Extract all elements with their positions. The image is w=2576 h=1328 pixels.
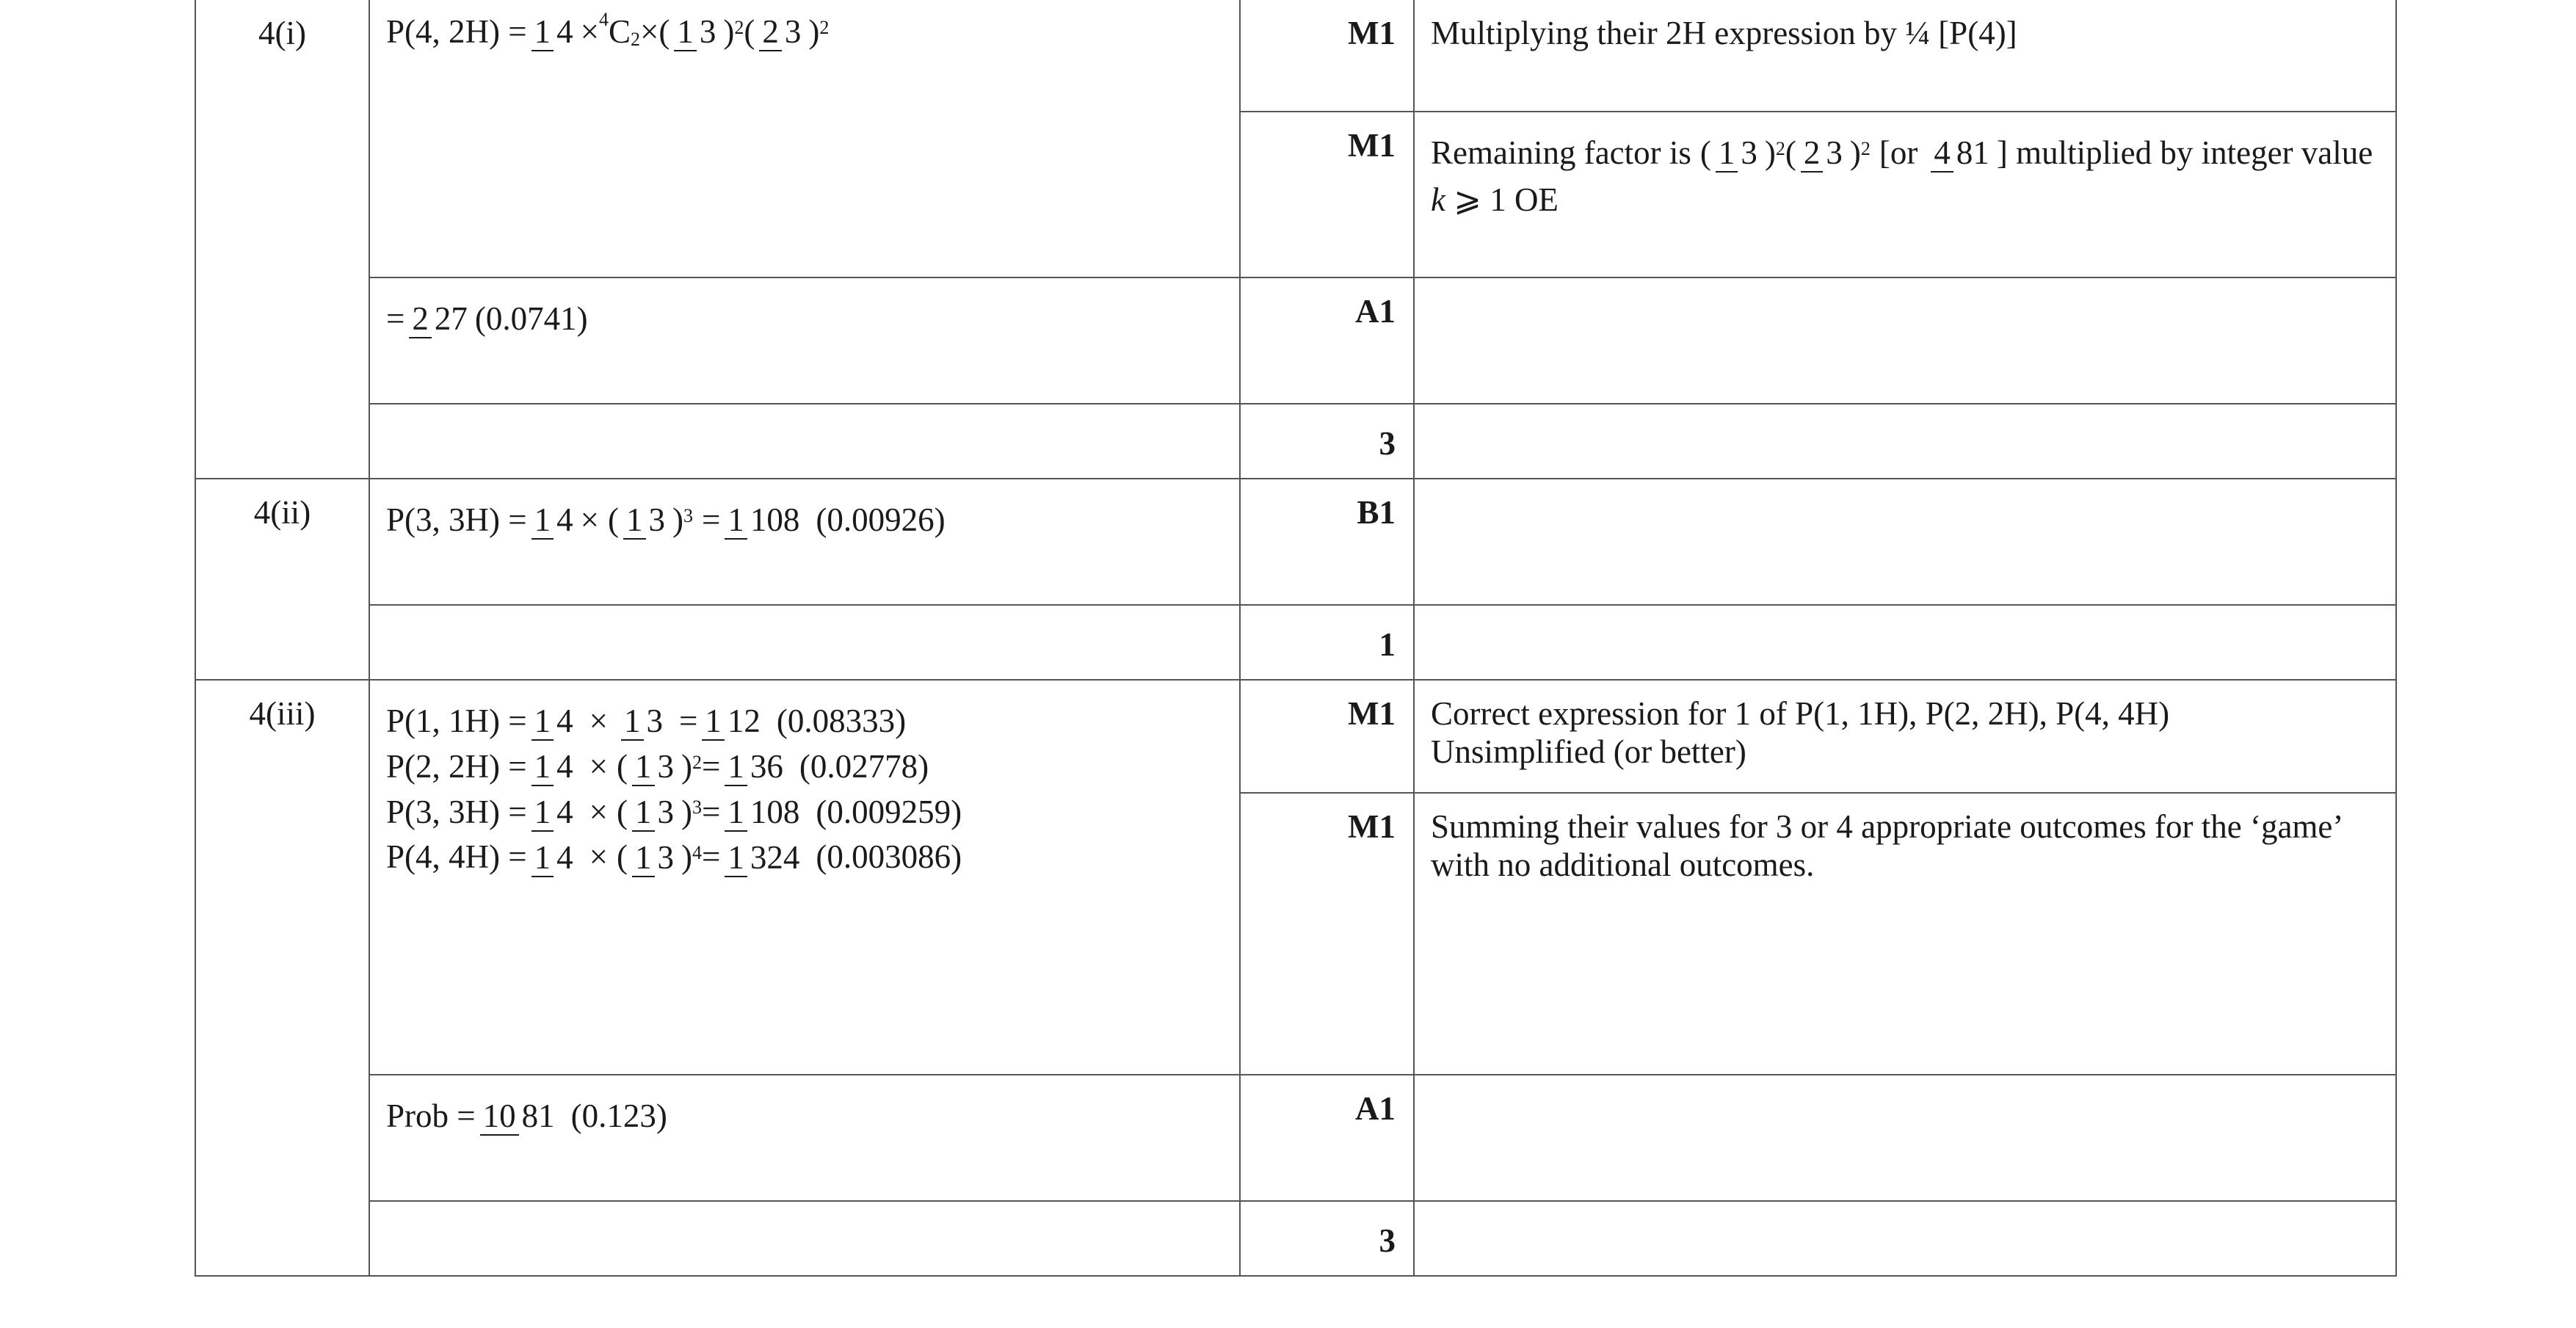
row-4iii-c: [195, 1075, 2396, 1201]
fraction: 1 3: [674, 15, 719, 49]
fraction: 1 12: [702, 704, 763, 739]
guidance: Remaining factor is ( 1 3 ) $^2$ ( 2 3 ) $^2$ [or 4 81 ] multiplied by integer value k ⩾ 1 OE: [1414, 112, 2396, 277]
answer-expression: P(4, 2H) = 1 4 × $^4C_2$ × ( 1 3 ) $^2$ ( 2 3 ) $^2$: [386, 9, 830, 51]
total-mark: 1: [1240, 605, 1414, 680]
question-label: 4(ii): [195, 479, 369, 680]
answer-line: P(3, 3H) = 1 4 × ( 1 3 ) $^3$ = 1 108 (0.009259): [386, 793, 962, 830]
answer-cell: [369, 479, 1240, 605]
answer-cell: [369, 277, 1240, 404]
mark: M1: [1240, 793, 1414, 1075]
mark: A1: [1240, 277, 1414, 404]
answer-line: P(2, 2H) = 1 4 × ( 1 3 ) $^2$ = 1 36 (0.02778): [386, 747, 929, 785]
fraction: 10 81: [480, 1099, 558, 1133]
fraction: 2 3: [759, 15, 804, 49]
fraction: 2 27: [409, 302, 471, 336]
answer-expression: P(3, 3H) = 1 4 × ( 1 3 ) $^3$ = 1 108 (0.00926): [386, 501, 946, 539]
row-4i-c: [195, 277, 2396, 404]
fraction: 1 3: [623, 503, 668, 537]
fraction: 1 4: [531, 841, 576, 875]
fraction: 1 4: [531, 750, 576, 784]
row-4ii-total: [195, 605, 2396, 680]
answer-result: Prob = 10 81 (0.123): [386, 1097, 667, 1135]
fraction: 1 3: [632, 795, 677, 830]
fraction: 1 3: [632, 750, 677, 784]
mark: A1: [1240, 1075, 1414, 1201]
mark-scheme-table: [195, 0, 2397, 1277]
answer-cell: [369, 0, 1240, 277]
fraction: 1 4: [531, 503, 576, 537]
answer-cell: [369, 680, 1240, 1075]
fraction: 1 324: [725, 841, 802, 875]
guidance: Summing their values for 3 or 4 appropriate outcomes for the ‘game’ with no additional outcomes.: [1414, 793, 2396, 1075]
fraction: 1 3: [632, 841, 677, 875]
total-mark: 3: [1240, 1201, 1414, 1276]
answer-result: = 2 27 (0.0741): [386, 300, 588, 338]
fraction: 4 81: [1931, 136, 1992, 170]
fraction: 1 36: [725, 750, 786, 784]
fraction: 1 108: [725, 795, 802, 830]
answer-cell: [369, 1075, 1240, 1201]
total-mark: 3: [1240, 404, 1414, 479]
row-4i-total: [195, 404, 2396, 479]
mark: M1: [1240, 112, 1414, 277]
row-4iii-total: [195, 1201, 2396, 1276]
guidance: Multiplying their 2H expression by ¼ [P(4)]: [1414, 0, 2396, 112]
mark: M1: [1240, 680, 1414, 793]
row-4ii-a: [195, 479, 2396, 605]
answer-line: P(4, 4H) = 1 4 × ( 1 3 ) $^4$ = 1 324 (0.003086): [386, 838, 962, 876]
row-4iii-a: [195, 680, 2396, 793]
mark: M1: [1240, 0, 1414, 112]
fraction: 2 3: [1801, 136, 1846, 170]
fraction: 1 3: [1716, 136, 1760, 170]
fraction: 1 4: [531, 15, 576, 49]
answer-line: P(1, 1H) = 1 4 × 1 3 = 1 12 (0.08333): [386, 703, 907, 740]
fraction: 1 108: [725, 503, 802, 537]
fraction: 1 3: [621, 704, 666, 739]
row-4i-a: [195, 0, 2396, 112]
question-label: 4(i): [195, 0, 369, 479]
question-label: 4(iii): [195, 680, 369, 1276]
fraction: 1 4: [531, 704, 576, 739]
guidance: Correct expression for 1 of P(1, 1H), P(2, 2H), P(4, 4H) Unsimplified (or better): [1414, 680, 2396, 793]
fraction: 1 4: [531, 795, 576, 830]
mark: B1: [1240, 479, 1414, 605]
